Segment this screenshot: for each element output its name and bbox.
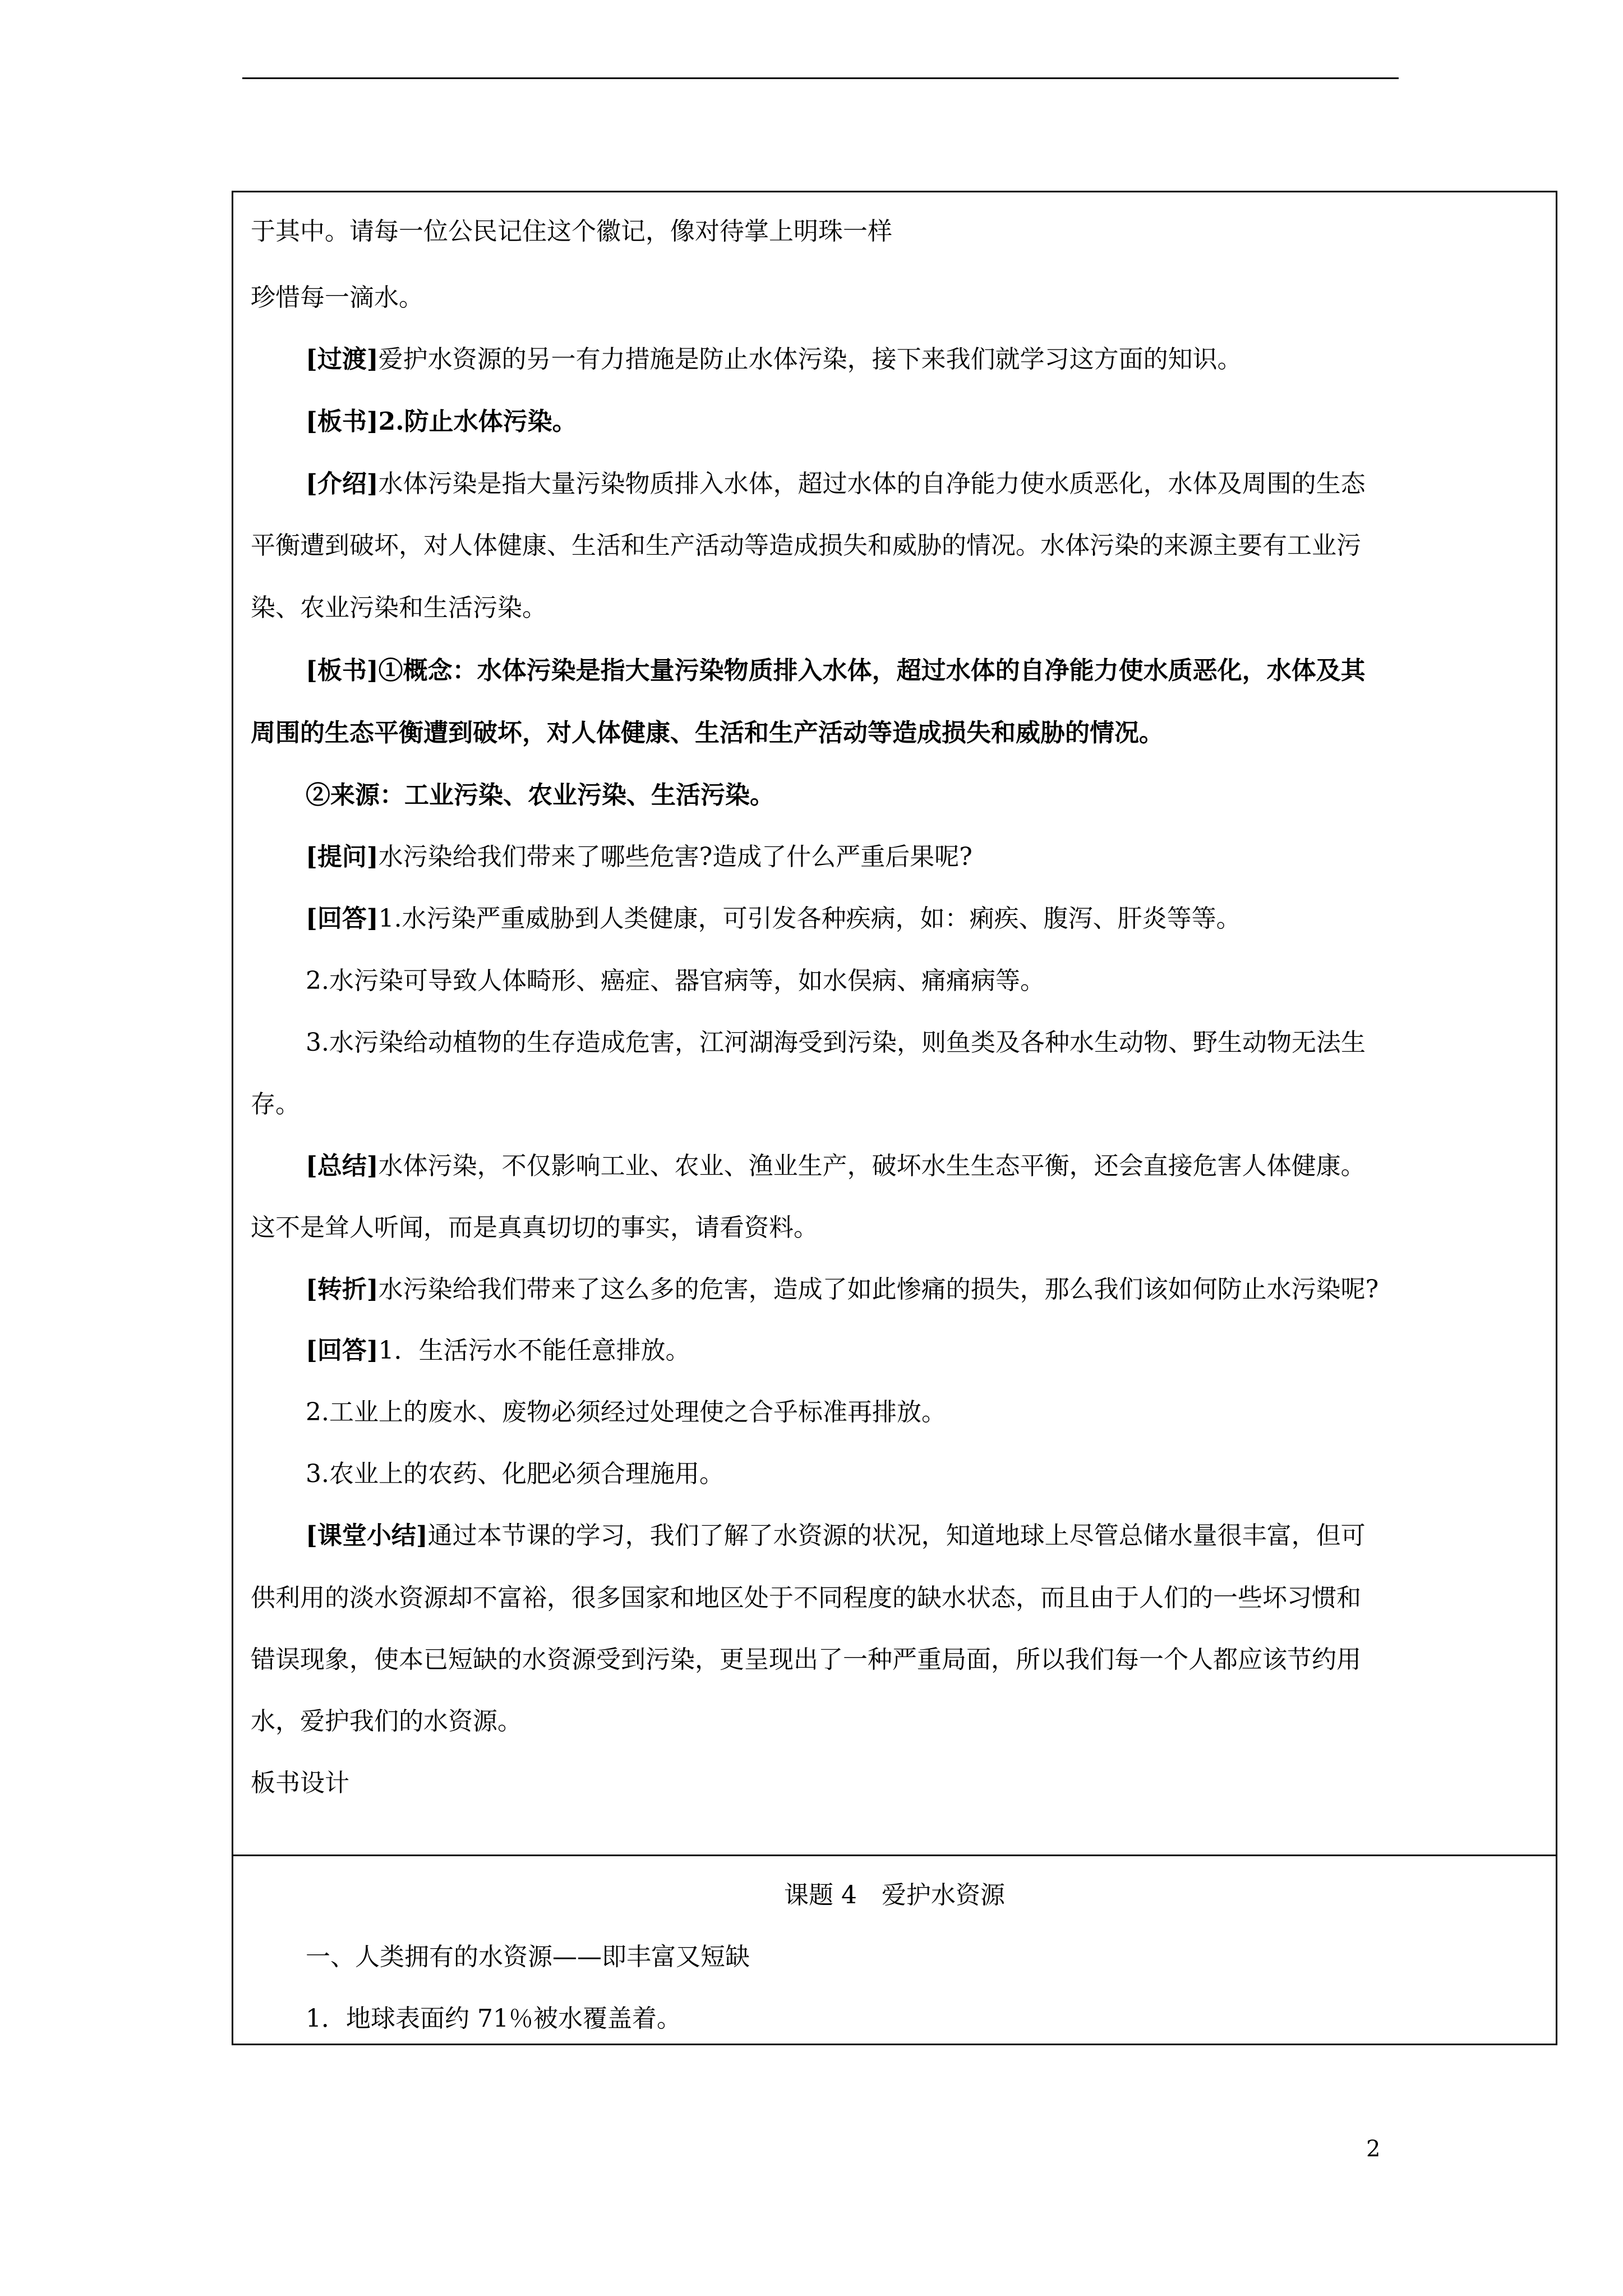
text-line: 错误现象，使本已短缺的水资源受到污染，更呈现出了一种严重局面，所以我们每一个人都应该节约用: [251, 1645, 1361, 1674]
text-line: 板书设计: [251, 1769, 349, 1797]
text-line: 水，爱护我们的水资源。: [251, 1707, 522, 1736]
text-line: 供利用的淡水资源却不富裕，很多国家和地区处于不同程度的缺水状态，而且由于人们的一些坏习惯和: [251, 1584, 1361, 1612]
board-line: 一、人类拥有的水资源——即丰富又短缺: [306, 1943, 750, 1971]
line-tag: [板书]: [306, 656, 379, 685]
text-line: [板书]①概念：水体污染是指大量污染物质排入水体，超过水体的自净能力使水质恶化，水体及其: [306, 656, 1366, 685]
line-tag: [介绍]: [306, 470, 379, 498]
text-line: [提问]水污染给我们带来了哪些危害?造成了什么严重后果呢?: [306, 843, 972, 871]
text-line: [回答]1．生活污水不能任意排放。: [306, 1336, 690, 1365]
text-line: [回答]1.水污染严重威胁到人类健康，可引发各种疾病，如：痢疾、腹泻、肝炎等等。: [306, 904, 1241, 933]
page-number: 2: [1366, 2136, 1381, 2162]
text-line: 珍惜每一滴水。: [251, 283, 423, 312]
text-line: 染、农业污染和生活污染。: [251, 593, 547, 622]
line-tag: [板书]: [306, 407, 379, 436]
lesson-table: [232, 191, 1557, 2045]
text-line: 3.农业上的农药、化肥必须合理施用。: [306, 1460, 724, 1488]
text-line: [总结]水体污染，不仅影响工业、农业、渔业生产，破坏水生生态平衡，还会直接危害人体健康。: [306, 1152, 1366, 1180]
board-title: 课题 4 爱护水资源: [784, 1881, 1005, 1910]
line-tag: [总结]: [306, 1152, 379, 1180]
line-tag: [课堂小结]: [306, 1521, 428, 1550]
text-line: 平衡遭到破坏，对人体健康、生活和生产活动等造成损失和威胁的情况。水体污染的来源主要有工业污: [251, 531, 1361, 560]
board-line: 1．地球表面约 71％被水覆盖着。: [306, 2004, 681, 2033]
text-line: 2.水污染可导致人体畸形、癌症、器官病等，如水俣病、痛痛病等。: [306, 967, 1045, 995]
text-line: [过渡]爱护水资源的另一有力措施是防止水体污染，接下来我们就学习这方面的知识。: [306, 345, 1242, 374]
line-tag: [提问]: [306, 843, 379, 871]
text-line: [介绍]水体污染是指大量污染物质排入水体，超过水体的自净能力使水质恶化，水体及周围的生态: [306, 470, 1366, 498]
text-line: 周围的生态平衡遭到破坏，对人体健康、生活和生产活动等造成损失和威胁的情况。: [251, 719, 1164, 747]
line-tag: [回答]: [306, 904, 379, 933]
text-line: 于其中。请每一位公民记住这个徽记，像对待掌上明珠一样: [251, 217, 892, 246]
line-tag: [过渡]: [306, 345, 379, 374]
text-line: 3.水污染给动植物的生存造成危害，江河湖海受到污染，则鱼类及各种水生动物、野生动物无法生: [306, 1028, 1366, 1057]
text-line: [转折]水污染给我们带来了这么多的危害，造成了如此惨痛的损失，那么我们该如何防止水污染呢?: [306, 1275, 1379, 1304]
text-line: [板书]2.防止水体污染。: [306, 407, 577, 436]
table-row-divider: [233, 1855, 1556, 1856]
line-tag: [转折]: [306, 1275, 379, 1304]
text-line: ②来源：工业污染、农业污染、生活污染。: [306, 781, 774, 809]
text-line: 这不是耸人听闻，而是真真切切的事实，请看资料。: [251, 1213, 818, 1242]
text-line: 存。: [251, 1090, 300, 1119]
text-line: 2.工业上的废水、废物必须经过处理使之合乎标准再排放。: [306, 1398, 946, 1427]
line-tag: [回答]: [306, 1336, 379, 1365]
text-line: [课堂小结]通过本节课的学习，我们了解了水资源的状况，知道地球上尽管总储水量很丰富，但可: [306, 1521, 1366, 1550]
header-rule: [242, 77, 1399, 79]
